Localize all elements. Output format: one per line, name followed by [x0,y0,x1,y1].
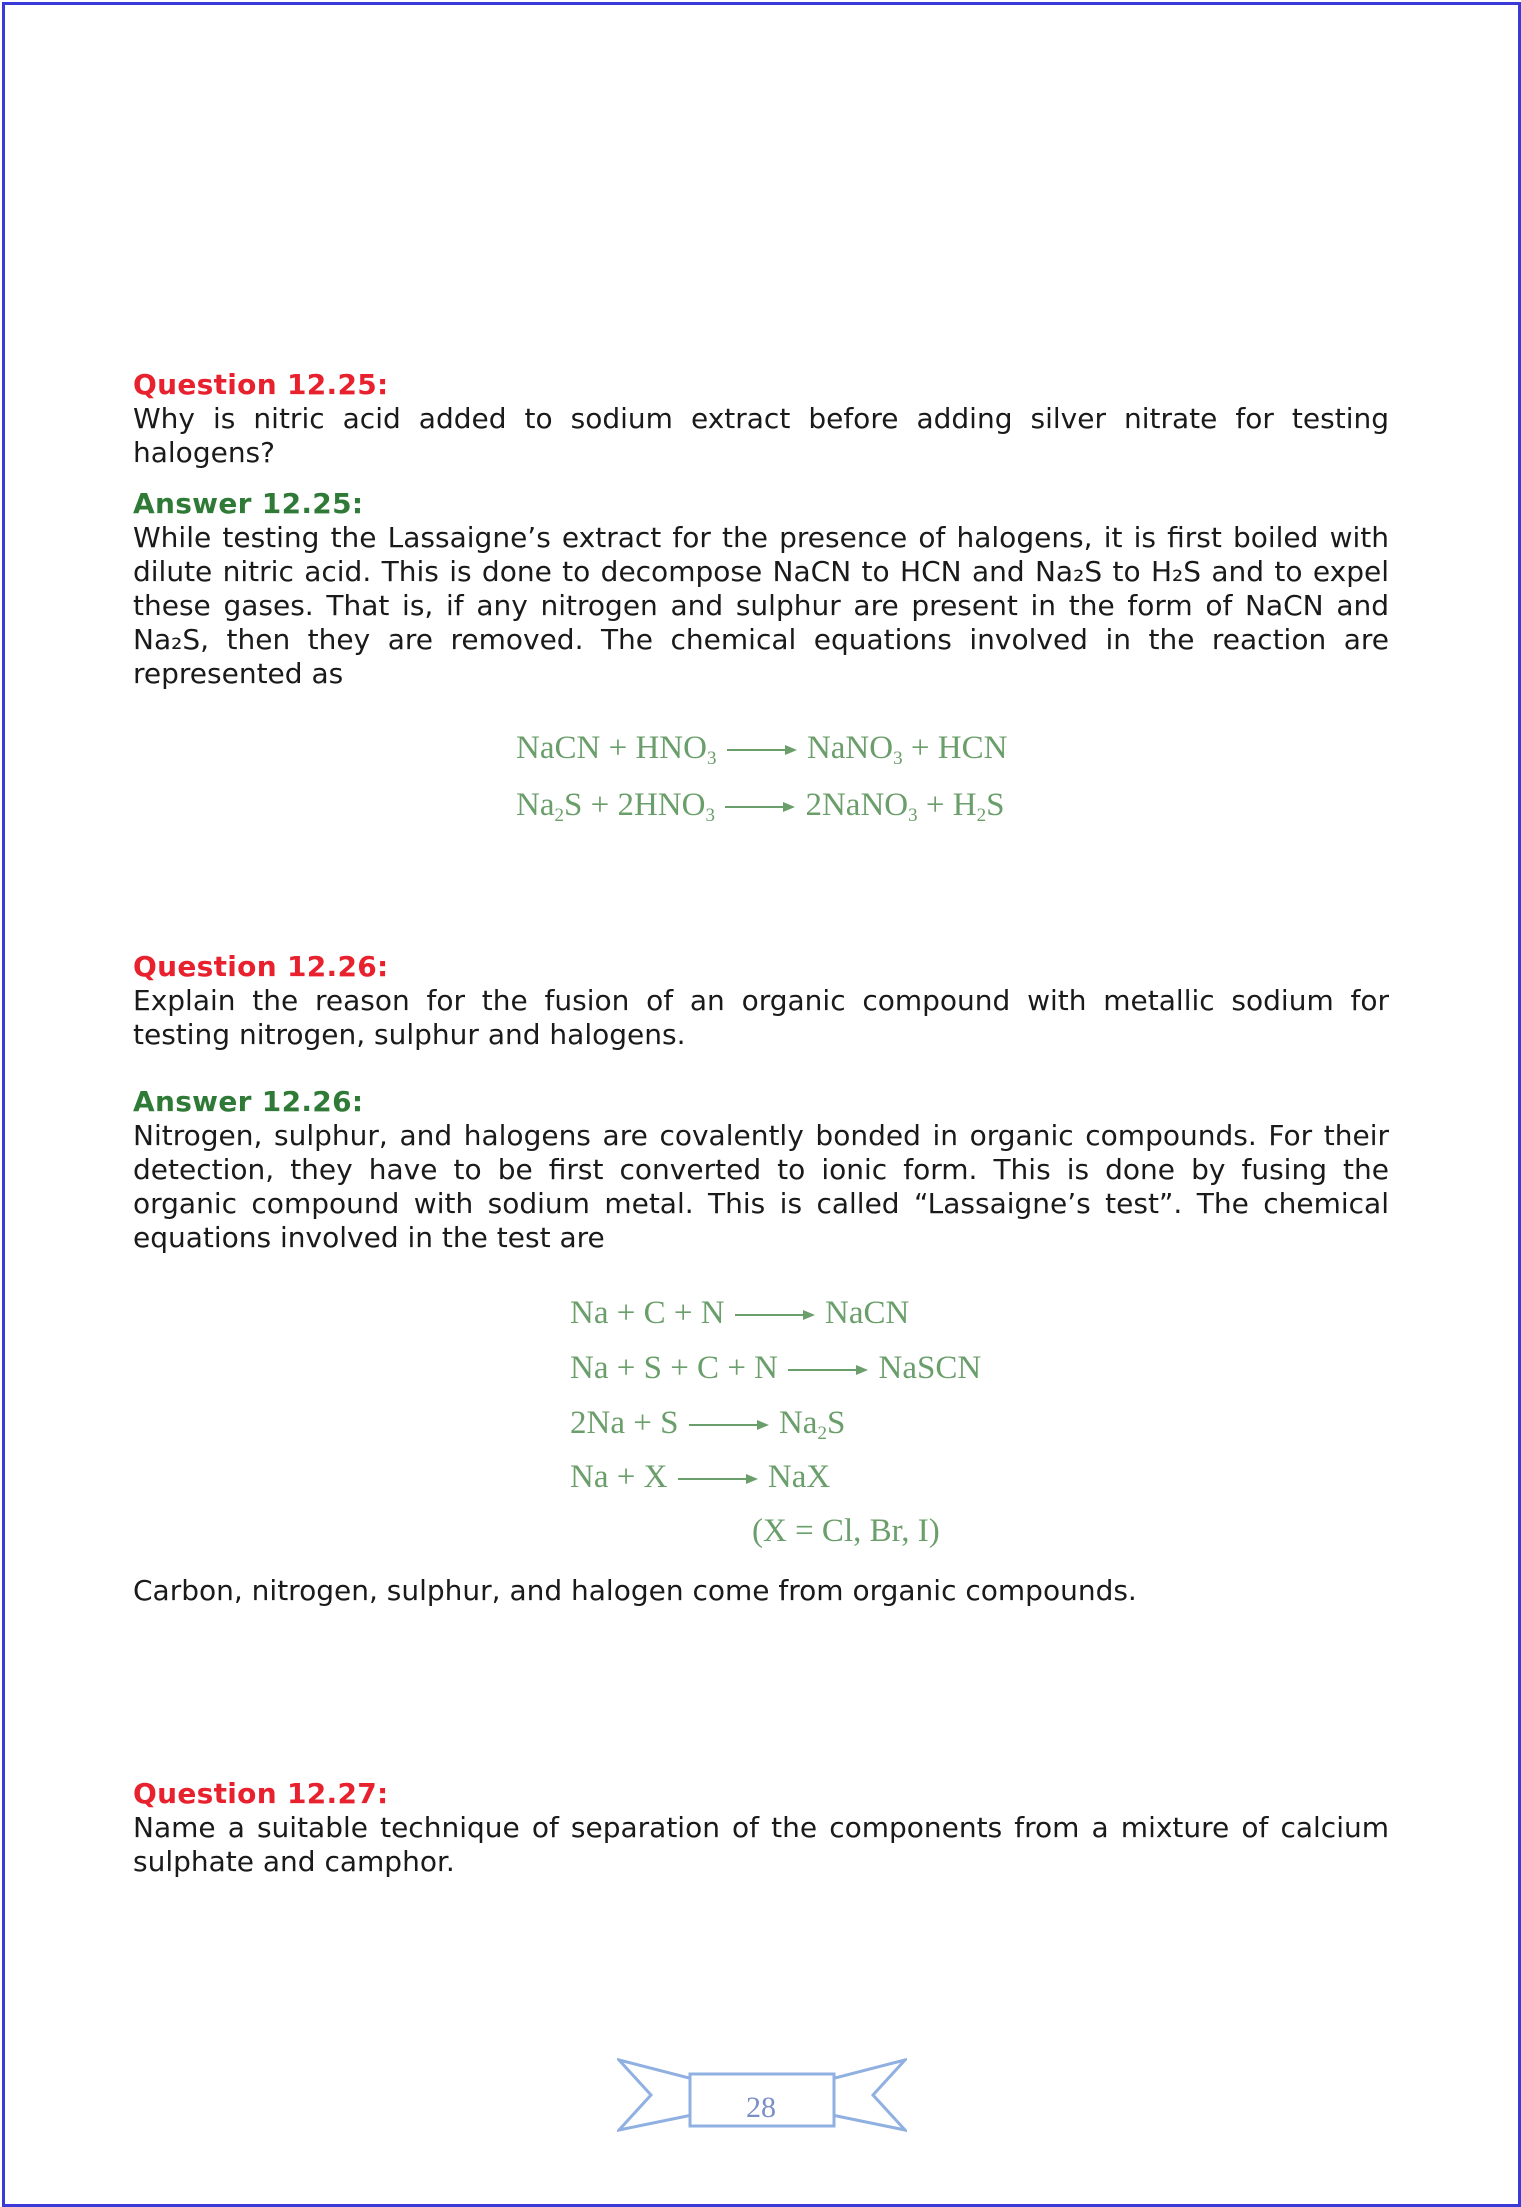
answer-12-25 [133,487,1389,691]
reaction-arrow-icon [786,1363,870,1377]
answer-12-26 [133,1085,1389,1255]
page-number: 28 [746,2091,776,2124]
answer-text: Nitrogen, sulphur, and halogens are covalently bonded in organic compounds. For their detection, they have to be first converted to ionic form. This is done by fusing the organic compound with sodium metal. This is called “Lassaigne’s test”. The chemical equations involved in the test are [133,1119,1389,1254]
question-heading: Question 12.25: [133,368,389,401]
answer-footer [133,1574,1389,1608]
answer-text: While testing the Lassaigne’s extract for the presence of halogens, it is first boiled with dilute nitric acid. This is done to decompose NaCN to HCN and Na₂S to H₂S and to expel these gases. That is, if any nitrogen and sulphur are present in the form of NaCN and Na₂S, then they are removed. The chemical equations involved in the reaction are represented as [133,521,1389,690]
question-text: Why is nitric acid added to sodium extract before adding silver nitrate for testing halogens? [133,402,1389,469]
question-12-25 [133,368,1389,470]
reaction-arrow-icon [676,1472,760,1486]
equation-nax: Na + X NaX [570,1459,831,1495]
answer-heading: Answer 12.25: [133,487,364,520]
reaction-arrow-icon [687,1418,771,1432]
question-12-26 [133,950,1389,1052]
question-text: Explain the reason for the fusion of an organic compound with metallic sodium for testing nitrogen, sulphur and halogens. [133,984,1389,1051]
question-text: Name a suitable technique of separation of the components from a mixture of calcium sulphate and camphor. [133,1811,1389,1878]
equation-nacn-hno3: NaCN + $HNO_3$ NaNO$_3$ + HCN [516,730,1008,769]
equation-na2s-hno3: $Na_2S + 2HNO_3$ 2NaNO$_3$ + $H_2S$ [516,787,1005,826]
reaction-arrow-icon [733,1308,817,1322]
answer-heading: Answer 12.26: [133,1085,364,1118]
reaction-arrow-icon [725,743,799,757]
equation-na2s: 2Na + S $Na_2S$ [570,1405,846,1444]
equation-nascn: Na + S + C + N NaSCN [570,1350,982,1386]
halogen-note: (X = Cl, Br, I) [752,1513,940,1549]
reaction-arrow-icon [723,800,797,814]
question-heading: Question 12.27: [133,1777,389,1810]
answer-footer-text: Carbon, nitrogen, sulphur, and halogen come from organic compounds. [133,1574,1137,1607]
equation-nacn: Na + C + N NaCN [570,1295,910,1331]
question-heading: Question 12.26: [133,950,389,983]
question-12-27 [133,1777,1389,1879]
